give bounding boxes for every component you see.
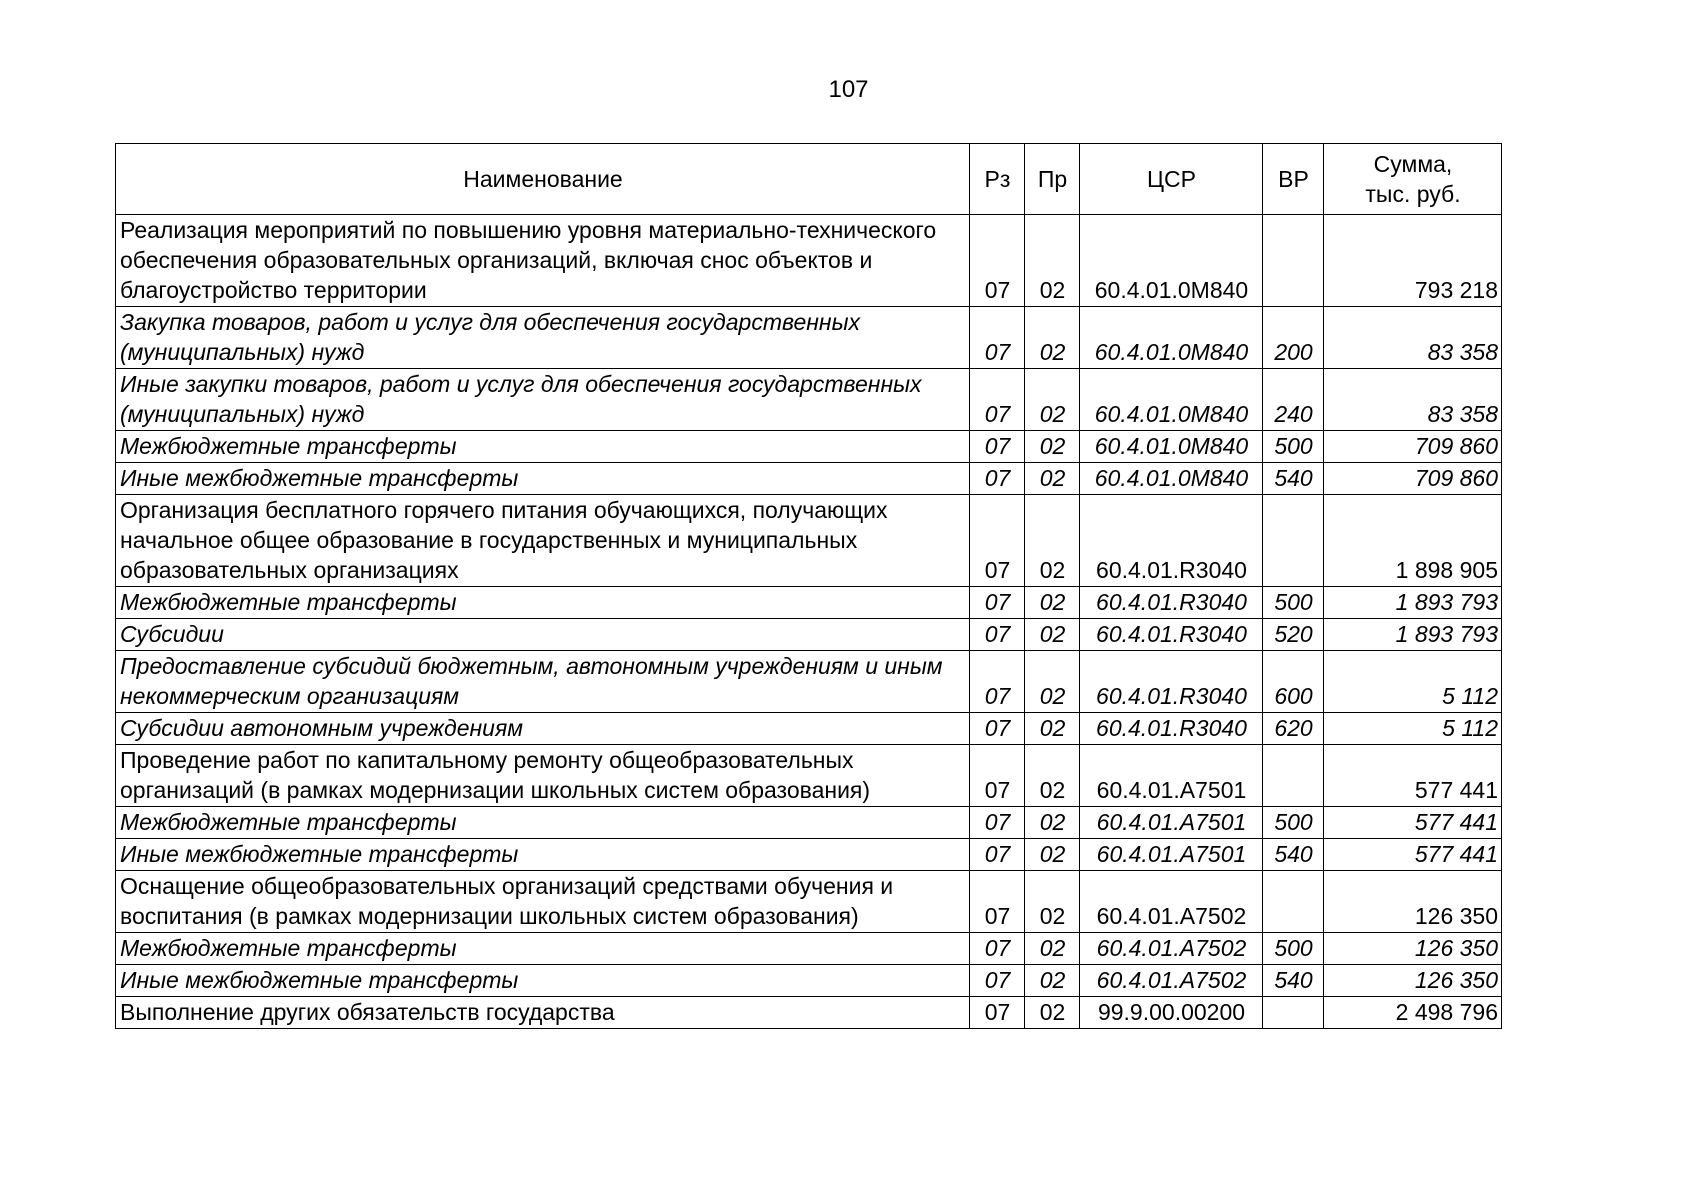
cell-csr: 60.4.01.R3040: [1080, 587, 1263, 619]
cell-csr: 60.4.01.0М840: [1080, 431, 1263, 463]
cell-sum: 709 860: [1324, 431, 1502, 463]
cell-rz: 07: [970, 431, 1025, 463]
cell-pr: 02: [1025, 587, 1080, 619]
cell-pr: 02: [1025, 651, 1080, 713]
header-sum-line1: Сумма,: [1373, 150, 1453, 177]
cell-csr: 60.4.01.0М840: [1080, 307, 1263, 369]
cell-name: Предоставление субсидий бюджетным, автономным учреждениям и иным некоммерческим организациям: [116, 651, 970, 713]
budget-table: [115, 143, 1502, 1029]
cell-vr: [1263, 745, 1324, 807]
cell-sum: 793 218: [1324, 215, 1502, 307]
cell-vr: 500: [1263, 587, 1324, 619]
cell-sum: 83 358: [1324, 307, 1502, 369]
cell-sum: 5 112: [1324, 713, 1502, 745]
cell-vr: 500: [1263, 933, 1324, 965]
cell-vr: 600: [1263, 651, 1324, 713]
cell-sum: 577 441: [1324, 745, 1502, 807]
cell-sum: 1 893 793: [1324, 619, 1502, 651]
cell-pr: 02: [1025, 463, 1080, 495]
cell-pr: 02: [1025, 619, 1080, 651]
cell-sum: 709 860: [1324, 463, 1502, 495]
cell-name: Межбюджетные трансферты: [116, 431, 970, 463]
cell-csr: 60.4.01.А7502: [1080, 871, 1263, 933]
cell-rz: 07: [970, 587, 1025, 619]
cell-vr: 540: [1263, 965, 1324, 997]
cell-pr: 02: [1025, 369, 1080, 431]
table-row: [116, 619, 1502, 651]
cell-pr: 02: [1025, 871, 1080, 933]
cell-sum: 577 441: [1324, 839, 1502, 871]
cell-csr: 60.4.01.А7501: [1080, 839, 1263, 871]
cell-csr: 99.9.00.00200: [1080, 997, 1263, 1029]
cell-rz: 07: [970, 307, 1025, 369]
cell-csr: 60.4.01.0М840: [1080, 463, 1263, 495]
table-row: [116, 495, 1502, 587]
cell-name: Проведение работ по капитальному ремонту общеобразовательных организаций (в рамках модернизации школьных систем образования): [116, 745, 970, 807]
cell-vr: 540: [1263, 839, 1324, 871]
cell-vr: [1263, 871, 1324, 933]
header-sum: [1324, 144, 1502, 215]
cell-pr: 02: [1025, 713, 1080, 745]
cell-sum: 126 350: [1324, 871, 1502, 933]
cell-csr: 60.4.01.А7502: [1080, 933, 1263, 965]
table-row: [116, 431, 1502, 463]
cell-sum: 1 893 793: [1324, 587, 1502, 619]
cell-vr: 240: [1263, 369, 1324, 431]
cell-name: Субсидии: [116, 619, 970, 651]
cell-sum: 1 898 905: [1324, 495, 1502, 587]
table-row: [116, 933, 1502, 965]
cell-rz: 07: [970, 713, 1025, 745]
cell-name: Иные межбюджетные трансферты: [116, 965, 970, 997]
cell-pr: 02: [1025, 997, 1080, 1029]
table-header-row: [116, 144, 1502, 215]
cell-csr: 60.4.01.А7501: [1080, 745, 1263, 807]
cell-name: Иные закупки товаров, работ и услуг для обеспечения государственных (муниципальных) нужд: [116, 369, 970, 431]
cell-sum: 126 350: [1324, 965, 1502, 997]
cell-name: Организация бесплатного горячего питания обучающихся, получающих начальное общее образование в государственных и муниципальных образовательных организациях: [116, 495, 970, 587]
cell-vr: 200: [1263, 307, 1324, 369]
header-pr: Пр: [1025, 144, 1080, 215]
table-row: [116, 587, 1502, 619]
cell-pr: 02: [1025, 495, 1080, 587]
cell-pr: 02: [1025, 839, 1080, 871]
header-sum-line2: тыс. руб.: [1365, 180, 1461, 207]
cell-csr: 60.4.01.0М840: [1080, 215, 1263, 307]
table-row: [116, 369, 1502, 431]
cell-rz: 07: [970, 619, 1025, 651]
header-name: Наименование: [116, 144, 970, 215]
table-row: [116, 839, 1502, 871]
cell-rz: 07: [970, 651, 1025, 713]
cell-csr: 60.4.01.А7502: [1080, 965, 1263, 997]
cell-vr: 620: [1263, 713, 1324, 745]
table-body: [116, 215, 1502, 1029]
cell-rz: 07: [970, 215, 1025, 307]
cell-rz: 07: [970, 369, 1025, 431]
cell-pr: 02: [1025, 307, 1080, 369]
cell-name: Оснащение общеобразовательных организаций средствами обучения и воспитания (в рамках модернизации школьных систем образования): [116, 871, 970, 933]
cell-pr: 02: [1025, 215, 1080, 307]
header-rz: Рз: [970, 144, 1025, 215]
cell-pr: 02: [1025, 745, 1080, 807]
cell-csr: 60.4.01.R3040: [1080, 495, 1263, 587]
cell-name: Межбюджетные трансферты: [116, 587, 970, 619]
table-row: [116, 745, 1502, 807]
cell-name: Закупка товаров, работ и услуг для обеспечения государственных (муниципальных) нужд: [116, 307, 970, 369]
header-vr: ВР: [1263, 144, 1324, 215]
cell-pr: 02: [1025, 431, 1080, 463]
table-row: [116, 651, 1502, 713]
cell-rz: 07: [970, 495, 1025, 587]
cell-vr: 500: [1263, 431, 1324, 463]
cell-name: Иные межбюджетные трансферты: [116, 839, 970, 871]
cell-name: Реализация мероприятий по повышению уровня материально-технического обеспечения образовательных организаций, включая снос объектов и благоустройство территории: [116, 215, 970, 307]
cell-rz: 07: [970, 807, 1025, 839]
table-row: [116, 965, 1502, 997]
cell-sum: 577 441: [1324, 807, 1502, 839]
table-row: [116, 871, 1502, 933]
cell-name: Межбюджетные трансферты: [116, 807, 970, 839]
cell-rz: 07: [970, 871, 1025, 933]
table-row: [116, 215, 1502, 307]
cell-pr: 02: [1025, 965, 1080, 997]
cell-sum: 126 350: [1324, 933, 1502, 965]
cell-pr: 02: [1025, 933, 1080, 965]
table-row: [116, 463, 1502, 495]
cell-pr: 02: [1025, 807, 1080, 839]
table-row: [116, 307, 1502, 369]
cell-csr: 60.4.01.0М840: [1080, 369, 1263, 431]
cell-vr: 540: [1263, 463, 1324, 495]
cell-sum: 83 358: [1324, 369, 1502, 431]
table-row: [116, 807, 1502, 839]
cell-vr: 500: [1263, 807, 1324, 839]
cell-csr: 60.4.01.R3040: [1080, 651, 1263, 713]
cell-vr: [1263, 495, 1324, 587]
cell-csr: 60.4.01.R3040: [1080, 713, 1263, 745]
page-number: 107: [828, 76, 869, 103]
cell-vr: [1263, 215, 1324, 307]
cell-csr: 60.4.01.R3040: [1080, 619, 1263, 651]
table-row: [116, 997, 1502, 1029]
cell-rz: 07: [970, 997, 1025, 1029]
cell-name: Субсидии автономным учреждениям: [116, 713, 970, 745]
cell-vr: [1263, 997, 1324, 1029]
table-row: [116, 713, 1502, 745]
cell-sum: 2 498 796: [1324, 997, 1502, 1029]
header-csr: ЦСР: [1080, 144, 1263, 215]
cell-rz: 07: [970, 965, 1025, 997]
cell-rz: 07: [970, 463, 1025, 495]
cell-rz: 07: [970, 933, 1025, 965]
cell-sum: 5 112: [1324, 651, 1502, 713]
cell-name: Иные межбюджетные трансферты: [116, 463, 970, 495]
cell-csr: 60.4.01.А7501: [1080, 807, 1263, 839]
cell-name: Выполнение других обязательств государства: [116, 997, 970, 1029]
cell-name: Межбюджетные трансферты: [116, 933, 970, 965]
cell-vr: 520: [1263, 619, 1324, 651]
cell-rz: 07: [970, 745, 1025, 807]
cell-rz: 07: [970, 839, 1025, 871]
